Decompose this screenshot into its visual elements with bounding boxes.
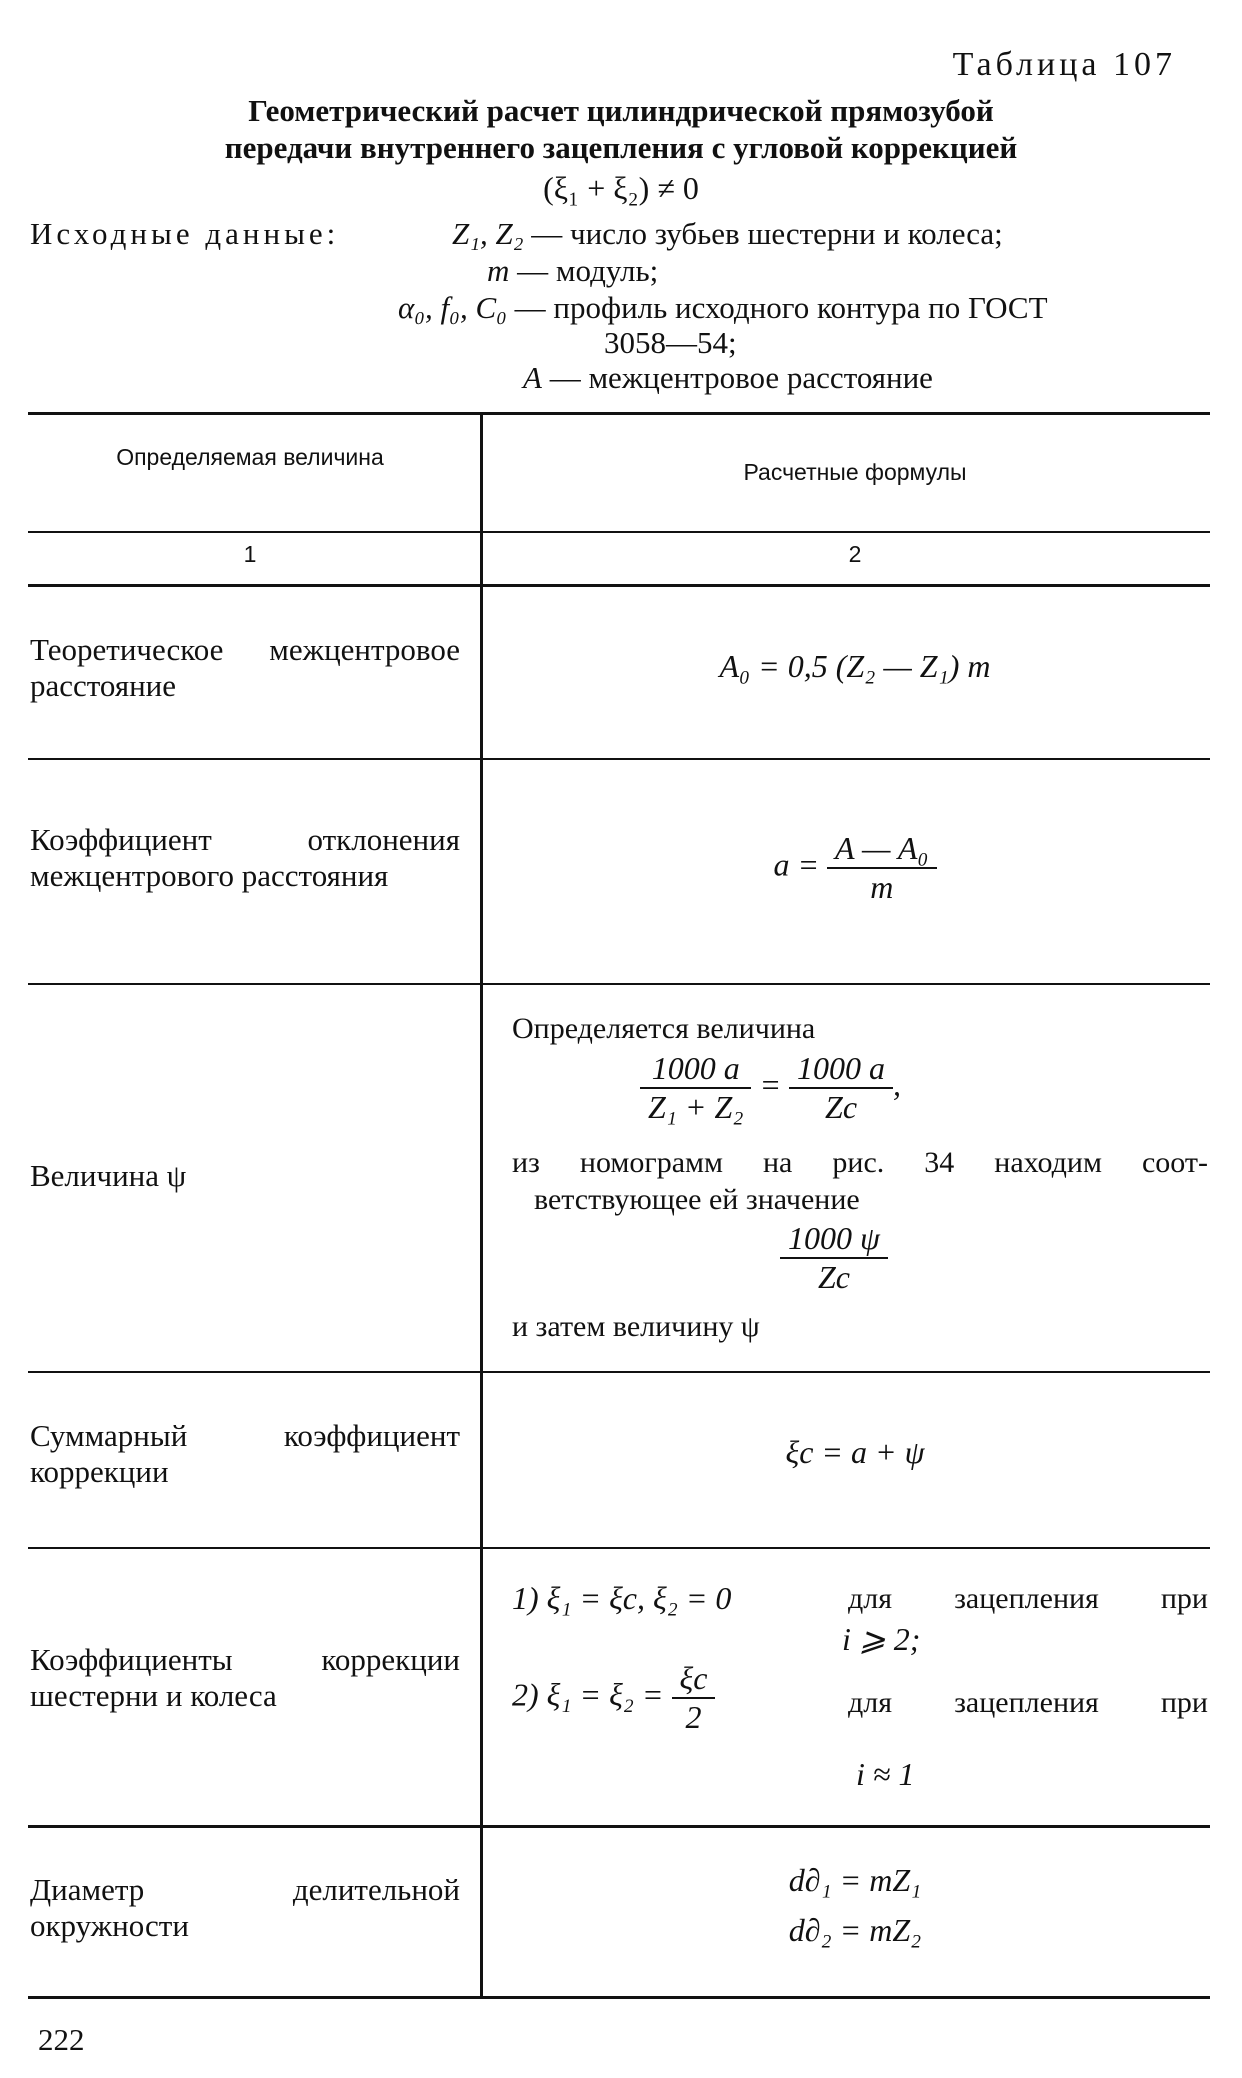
psi-ratio-equals: = [759, 1066, 782, 1103]
row-deviation-coefficient-label: Коэффициент отклонения межцентрового расстояния [30, 822, 460, 893]
psi-ratio-formula [640, 1050, 901, 1126]
psi-value-formula [780, 1220, 888, 1296]
deviation-lhs: a = [773, 846, 820, 883]
table-title-line-2: передачи внутреннего зацепления с угловой коррекцией [224, 130, 1018, 165]
header-formulas: Расчетные формулы [743, 459, 967, 485]
row-divider-3 [28, 1371, 1210, 1373]
page-number: 222 [38, 2022, 85, 2057]
psi-ratio-numerator-1: 1000 a [640, 1050, 751, 1089]
correction-case-2-formula [512, 1660, 715, 1736]
row-divider-1 [28, 758, 1210, 760]
table-bottom-rule [28, 1996, 1210, 1999]
row-divider-2 [28, 983, 1210, 985]
psi-ratio-fraction-1 [640, 1050, 751, 1126]
source-data-teeth [452, 216, 1003, 252]
correction-case-2-fraction [672, 1660, 716, 1736]
psi-final-text: и затем величину ψ [512, 1310, 760, 1343]
header-rule [28, 531, 1210, 533]
deviation-coefficient-formula [500, 830, 1210, 906]
teeth-description: — число зубьев шестерни и колеса; [523, 216, 1003, 251]
table-number: Таблица 107 [952, 46, 1176, 83]
psi-ratio-comma: , [893, 1066, 902, 1103]
psi-ratio-fraction-2 [789, 1050, 893, 1126]
row-total-correction-label: Суммарный коэффициент коррекции [30, 1418, 460, 1489]
theoretical-center-distance-formula: A₀ = 0,5 (Z₂ — Z₁) m [719, 648, 991, 684]
column-number-2: 2 [848, 541, 862, 567]
module-symbol: m [487, 253, 510, 288]
source-data-module [487, 253, 658, 289]
psi-value-fraction [780, 1220, 888, 1296]
total-correction-formula: ξс = a + ψ [785, 1434, 925, 1470]
correction-case-2-lhs: 2) ξ₁ = ξ₂ = [512, 1676, 664, 1713]
correction-case-2-numerator: ξс [672, 1660, 716, 1699]
pitch-diameter-formula-1: d∂₁ = mZ₁ [788, 1862, 922, 1898]
module-description: — модуль; [509, 253, 659, 288]
numbering-rule [28, 584, 1210, 587]
source-data-gost: 3058—54; [604, 325, 737, 360]
table-top-rule [28, 412, 1210, 415]
psi-ratio-denominator-2: Zс [825, 1089, 858, 1125]
source-data-center-distance [523, 360, 933, 396]
correction-case-1-text: для зацепления при [848, 1582, 1208, 1615]
correction-case-2-text: для зацепления при [848, 1686, 1208, 1719]
correction-case-1-formula: 1) ξ₁ = ξс, ξ₂ = 0 [512, 1580, 732, 1616]
psi-value-numerator: 1000 ψ [780, 1220, 888, 1259]
psi-nomogram-text: из номограмм на рис. 34 находим соот- [512, 1146, 1208, 1179]
center-distance-description: — межцентровое расстояние [541, 360, 933, 395]
source-data-label: Исходные данные: [30, 216, 340, 251]
psi-ratio-denominator-1: Z₁ + Z₂ [648, 1089, 744, 1125]
center-distance-symbol: A [523, 360, 542, 395]
row-psi-label: Величина ψ [30, 1158, 187, 1193]
deviation-denominator: m [870, 869, 894, 905]
column-divider [480, 414, 483, 1996]
correction-case-2-condition: i ≈ 1 [856, 1756, 915, 1792]
correction-condition: (ξ₁ + ξ₂) ≠ 0 [543, 170, 699, 206]
table-title-line-1: Геометрический расчет цилиндрической прямозубой [248, 93, 994, 128]
source-data-profile [398, 290, 1048, 326]
teeth-symbols: Z₁, Z₂ [452, 216, 524, 251]
pitch-diameter-formula-2: d∂₂ = mZ₂ [788, 1912, 922, 1948]
psi-intro: Определяется величина [512, 1012, 816, 1045]
profile-description: — профиль исходного контура по ГОСТ [506, 290, 1048, 325]
psi-ratio-numerator-2: 1000 a [789, 1050, 893, 1089]
row-pitch-diameter-label: Диаметр делительной окружности [30, 1872, 460, 1943]
row-divider-4 [28, 1547, 1210, 1549]
deviation-numerator: A — A₀ [827, 830, 937, 869]
row-divider-5 [28, 1825, 1210, 1828]
profile-symbols: α₀, f₀, C₀ [398, 290, 507, 325]
psi-value-denominator: Zс [817, 1259, 850, 1295]
column-number-1: 1 [243, 541, 257, 567]
correction-case-1-condition: i ⩾ 2; [842, 1621, 921, 1657]
deviation-fraction [827, 830, 937, 906]
correction-case-2-denominator: 2 [685, 1699, 702, 1735]
header-quantity: Определяемая величина [116, 444, 384, 470]
psi-corresponding-text: ветствующее ей значение [534, 1183, 860, 1216]
row-theoretical-center-distance-label: Теоретическое межцентровое расстояние [30, 632, 460, 703]
row-correction-coefficients-label: Коэффициенты коррекции шестерни и колеса [30, 1642, 460, 1713]
